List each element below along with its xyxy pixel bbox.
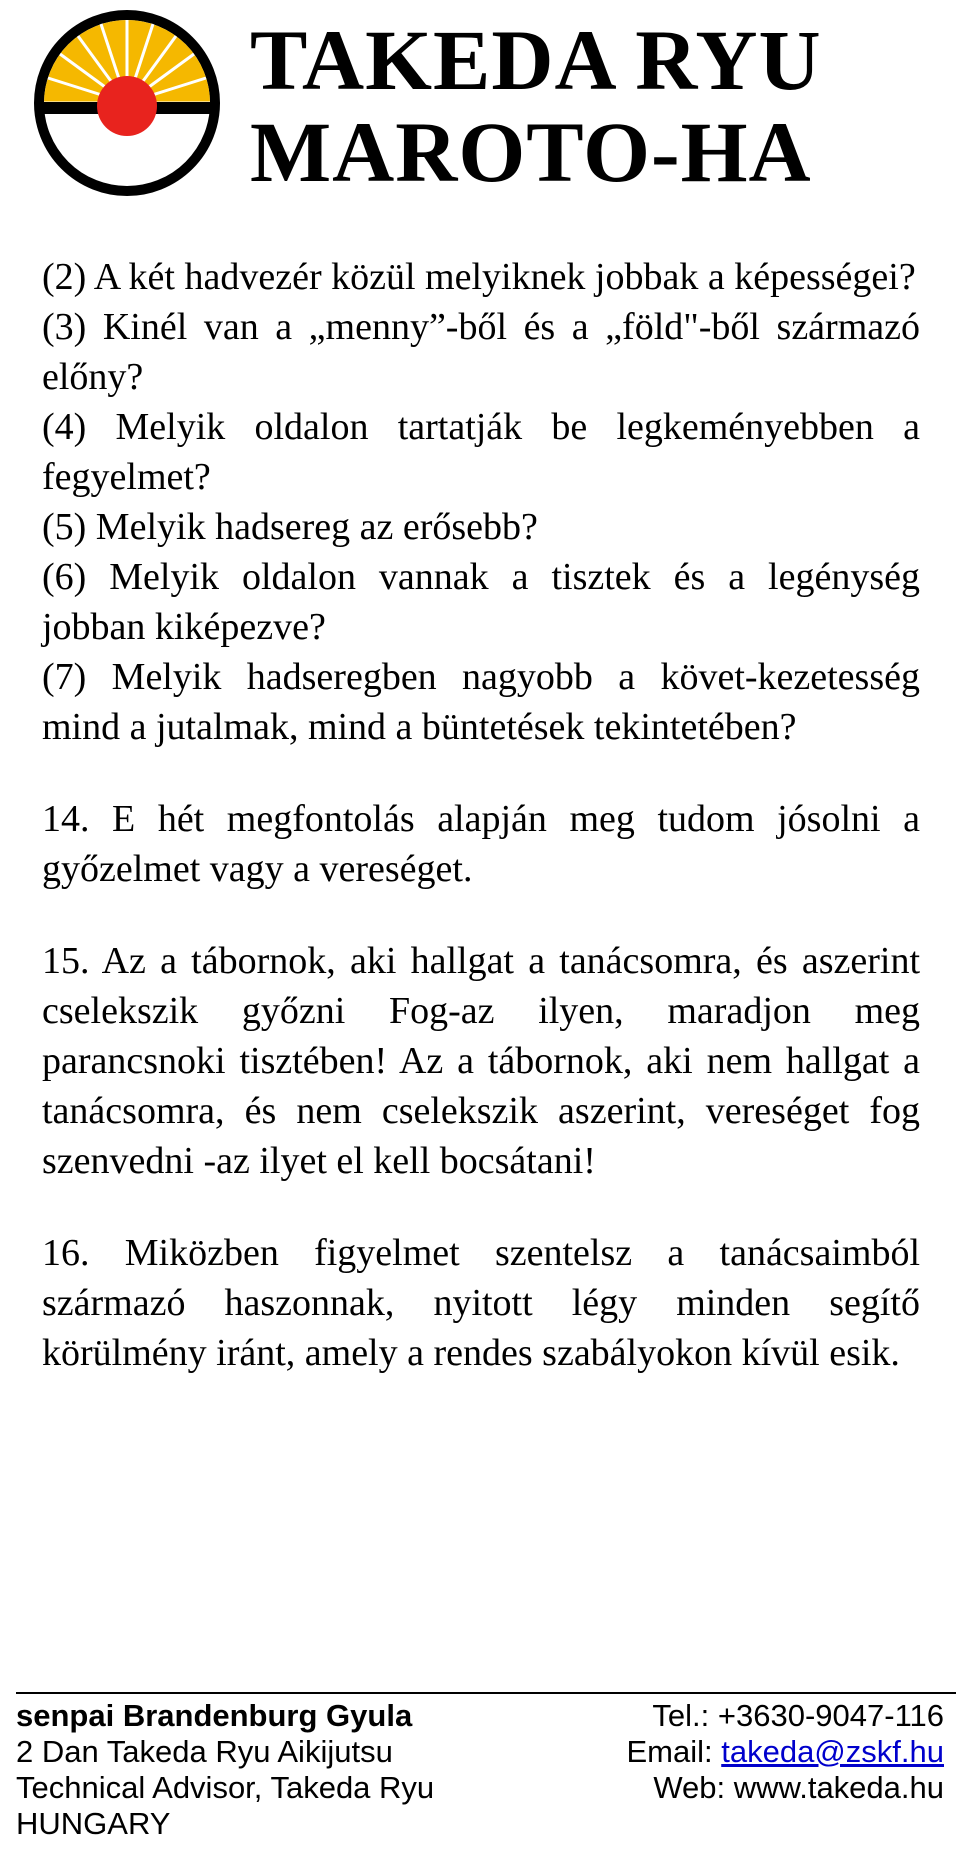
footer-contact-info <box>574 1698 944 1806</box>
title-line-2: MAROTO-HA <box>250 104 812 200</box>
footer-tel: Tel.: +3630-9047-116 <box>652 1698 944 1733</box>
question-6: (6) Melyik oldalon vannak a tisztek és a legénység jobban kiképezve? <box>42 556 920 648</box>
question-3: (3) Kinél van a „menny”-ből és a „föld"-ből származó előny? <box>42 306 920 398</box>
takeda-ryu-logo-icon <box>32 6 222 196</box>
question-2: (2) A két hadvezér közül melyiknek jobbak a képességei? <box>42 256 916 298</box>
title-line-1: TAKEDA RYU <box>250 12 822 108</box>
footer-divider <box>16 1692 956 1694</box>
footer-contact-person <box>16 1698 434 1842</box>
header <box>32 0 932 200</box>
paragraph-15: 15. Az a tábornok, aki hallgat a tanácsomra, és aszerint cselekszik győzni Fog-az ilyen, maradjon meg parancsnoki tisztében! Az a tábornok, aki nem hallgat a tanácsomra, és nem cselekszik aszerint, vereséget fog szenvedni -az ilyet el kell bocsátani! <box>42 940 920 1182</box>
footer-name: senpai Brandenburg Gyula <box>16 1698 413 1733</box>
footer-email-row <box>574 1734 944 1770</box>
footer-country: HUNGARY <box>16 1806 171 1841</box>
body-text <box>42 252 920 1378</box>
footer-web: Web: www.takeda.hu <box>653 1770 944 1805</box>
paragraph-14: 14. E hét megfontolás alapján meg tudom jósolni a győzelmet vagy a vereséget. <box>42 798 920 890</box>
email-link[interactable]: takeda@zskf.hu <box>721 1734 944 1769</box>
paragraph-16: 16. Miközben figyelmet szentelsz a tanácsaimból származó haszonnak, nyitott légy minden segítő körülmény iránt, amely a rendes szabályokon kívül esik. <box>42 1232 920 1374</box>
question-5: (5) Melyik hadsereg az erősebb? <box>42 506 538 548</box>
footer-role: Technical Advisor, Takeda Ryu <box>16 1770 435 1805</box>
question-4: (4) Melyik oldalon tartatják be legkeményebben a fegyelmet? <box>42 406 920 498</box>
page-title <box>250 14 822 198</box>
question-7: (7) Melyik hadseregben nagyobb a követ-kezetesség mind a jutalmak, mind a büntetések tekintetében? <box>42 656 920 748</box>
footer-email-label: Email: <box>626 1734 722 1769</box>
footer-rank: 2 Dan Takeda Ryu Aikijutsu <box>16 1734 393 1769</box>
